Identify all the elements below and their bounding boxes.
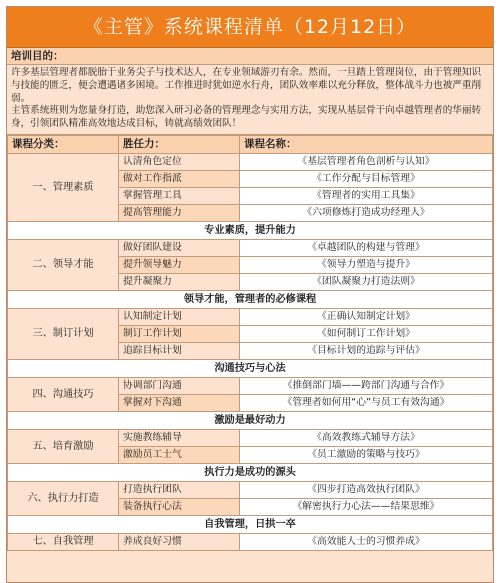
- page-title: 《主管》系统课程清单（12月12日）: [7, 7, 493, 48]
- section-banner-row: [8, 359, 493, 377]
- section-banner: 领导才能，管理者的必修课程: [8, 290, 493, 308]
- table-header-row: [8, 135, 493, 153]
- category-cell: 一、管理素质: [8, 153, 119, 221]
- skill-cell: 养成良好习惯: [119, 533, 240, 550]
- section-banner-row: [8, 290, 493, 308]
- skill-cell: 做好团队建设: [119, 239, 240, 256]
- column-header-skill: 胜任力：: [119, 135, 240, 153]
- section-banner: 沟通技巧与心法: [8, 359, 493, 377]
- category-cell: 七、自我管理: [8, 533, 119, 550]
- skill-cell: 做对工作指派: [119, 170, 240, 187]
- section-banner-row: [8, 515, 493, 533]
- category-cell: 五、培育激励: [8, 429, 119, 463]
- course-cell: 《目标计划的追踪与评估》: [240, 342, 493, 359]
- table-row: [8, 239, 493, 256]
- skill-cell: 激励员工士气: [119, 446, 240, 463]
- course-cell: 《领导力塑造与提升》: [240, 256, 493, 273]
- course-cell: 《基层管理者角色剖析与认知》: [240, 153, 493, 170]
- section-banner: 专业素质，提升能力: [8, 221, 493, 239]
- course-cell: 《卓越团队的构建与管理》: [240, 239, 493, 256]
- skill-cell: 提高管理能力: [119, 204, 240, 221]
- course-cell: 《管理者的实用工具集》: [240, 187, 493, 204]
- course-cell: 《工作分配与目标管理》: [240, 170, 493, 187]
- skill-cell: 提升领导魅力: [119, 256, 240, 273]
- table-row: [8, 153, 493, 170]
- section-banner: 自我管理，日拱一卒: [8, 515, 493, 533]
- skill-cell: 打造执行团队: [119, 481, 240, 498]
- course-cell: 《解密执行力心法——结果思维》: [240, 498, 493, 515]
- skill-cell: 提升凝聚力: [119, 273, 240, 290]
- category-cell: 二、领导才能: [8, 239, 119, 290]
- skill-cell: 协调部门沟通: [119, 377, 240, 394]
- course-cell: 《六项修炼打造成功经理人》: [240, 204, 493, 221]
- section-banner-row: [8, 463, 493, 481]
- category-cell: 四、沟通技巧: [8, 377, 119, 411]
- skill-cell: 掌握管理工具: [119, 187, 240, 204]
- section-banner-row: [8, 411, 493, 429]
- course-cell: 《员工激励的策略与技巧》: [240, 446, 493, 463]
- course-cell: 《管理者如何用“心”与员工有效沟通》: [240, 394, 493, 411]
- course-table: [7, 135, 493, 551]
- table-row: [8, 429, 493, 446]
- category-cell: 三、制订计划: [8, 308, 119, 359]
- skill-cell: 制订工作计划: [119, 325, 240, 342]
- course-cell: 《团队凝聚力打造法则》: [240, 273, 493, 290]
- table-row: [8, 481, 493, 498]
- table-row: [8, 308, 493, 325]
- column-header-course: 课程名称：: [240, 135, 493, 153]
- course-list-sheet: [6, 6, 494, 583]
- table-row: [8, 377, 493, 394]
- course-cell: 《四步打造高效执行团队》: [240, 481, 493, 498]
- intro-paragraph-1: 许多基层管理者都脱胎于业务尖子与技术达人，在专业领域游刃有余。然而，一旦踏上管理岗位，由于管理知识与技能的匮乏，便会遭遇诸多困境。工作推进时犹如逆水行舟，团队效率难以充分释放，整体战斗力也被严重削弱。: [11, 67, 482, 104]
- course-cell: 《如何制订工作计划》: [240, 325, 493, 342]
- skill-cell: 认知制定计划: [119, 308, 240, 325]
- course-cell: 《高效能人士的习惯养成》: [240, 533, 493, 550]
- course-cell: 《高效教练式辅导方法》: [240, 429, 493, 446]
- column-header-category: 课程分类：: [8, 135, 119, 153]
- skill-cell: 认清角色定位: [119, 153, 240, 170]
- section-banner-row: [8, 221, 493, 239]
- intro-text: [7, 65, 493, 135]
- skill-cell: 追踪目标计划: [119, 342, 240, 359]
- intro-heading: 培训目的：: [7, 48, 493, 65]
- skill-cell: 实施教练辅导: [119, 429, 240, 446]
- section-banner: 执行力是成功的源头: [8, 463, 493, 481]
- skill-cell: 掌握对下沟通: [119, 394, 240, 411]
- skill-cell: 装备执行心法: [119, 498, 240, 515]
- category-cell: 六、执行力打造: [8, 481, 119, 515]
- section-banner: 激励是最好动力: [8, 411, 493, 429]
- course-cell: 《正确认知制定计划》: [240, 308, 493, 325]
- table-row: [8, 533, 493, 550]
- intro-paragraph-2: 主管系统班则为您量身打造，助您深入研习必备的管理理念与实用方法，实现从基层骨干向卓越管理者的华丽转身，引领团队精准高效地达成目标，铸就高绩效团队！: [11, 105, 482, 130]
- course-cell: 《推倒部门墙——跨部门沟通与合作》: [240, 377, 493, 394]
